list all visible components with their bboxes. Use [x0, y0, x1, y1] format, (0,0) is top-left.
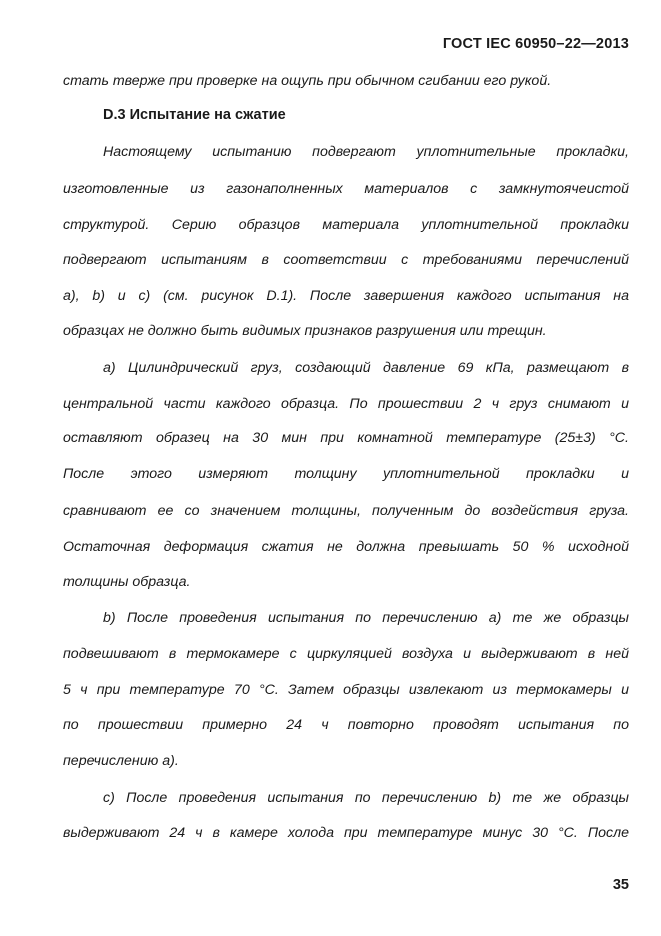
paragraph-line: выдерживают 24 ч в камере холода при температуре минус 30 °С. После: [63, 825, 629, 841]
paragraph-line: стать тверже при проверке на ощупь при обычном сгибании его рукой.: [63, 73, 552, 89]
paragraph-line: Остаточная деформация сжатия не должна превышать 50 % исходной: [63, 539, 629, 555]
paragraph-line: структурой. Серию образцов материала уплотнительной прокладки: [63, 217, 629, 233]
section-heading: D.3 Испытание на сжатие: [103, 107, 286, 123]
paragraph-line: a) Цилиндрический груз, создающий давление 69 кПа, размещают в: [103, 360, 629, 376]
paragraph-line: с) После проведения испытания по перечислению b) те же образцы: [103, 790, 629, 806]
paragraph-line: 5 ч при температуре 70 °С. Затем образцы извлекают из термокамеры и: [63, 682, 629, 698]
paragraph-line: центральной части каждого образца. По прошествии 2 ч груз снимают и: [63, 396, 629, 412]
paragraph-line: оставляют образец на 30 мин при комнатной температуре (25±3) °С.: [63, 430, 629, 446]
paragraph-line: подвергают испытаниям в соответствии с требованиями перечислений: [63, 252, 629, 268]
paragraph-line: по прошествии примерно 24 ч повторно проводят испытания по: [63, 717, 629, 733]
paragraph-line: После этого измеряют толщину уплотнительной прокладки и: [63, 466, 629, 482]
paragraph-line: подвешивают в термокамере с циркуляцией воздуха и выдерживают в ней: [63, 646, 629, 662]
paragraph-line: изготовленные из газонаполненных материалов с замкнутоячеистой: [63, 181, 629, 197]
paragraph-line: Настоящему испытанию подвергают уплотнительные прокладки,: [103, 144, 629, 160]
page-number: 35: [612, 877, 629, 893]
paragraph-line: перечислению а).: [63, 753, 179, 769]
paragraph-line: толщины образца.: [63, 574, 191, 590]
paragraph-line: сравнивают ее со значением толщины, полученным до воздействия груза.: [63, 503, 629, 519]
paragraph-line: образцах не должно быть видимых признаков разрушения или трещин.: [63, 323, 547, 339]
document-header: ГОСТ IEC 60950–22—2013: [442, 36, 629, 52]
paragraph-line: b) После проведения испытания по перечислению а) те же образцы: [103, 610, 629, 626]
paragraph-line: а), b) и с) (см. рисунок D.1). После завершения каждого испытания на: [63, 288, 629, 304]
